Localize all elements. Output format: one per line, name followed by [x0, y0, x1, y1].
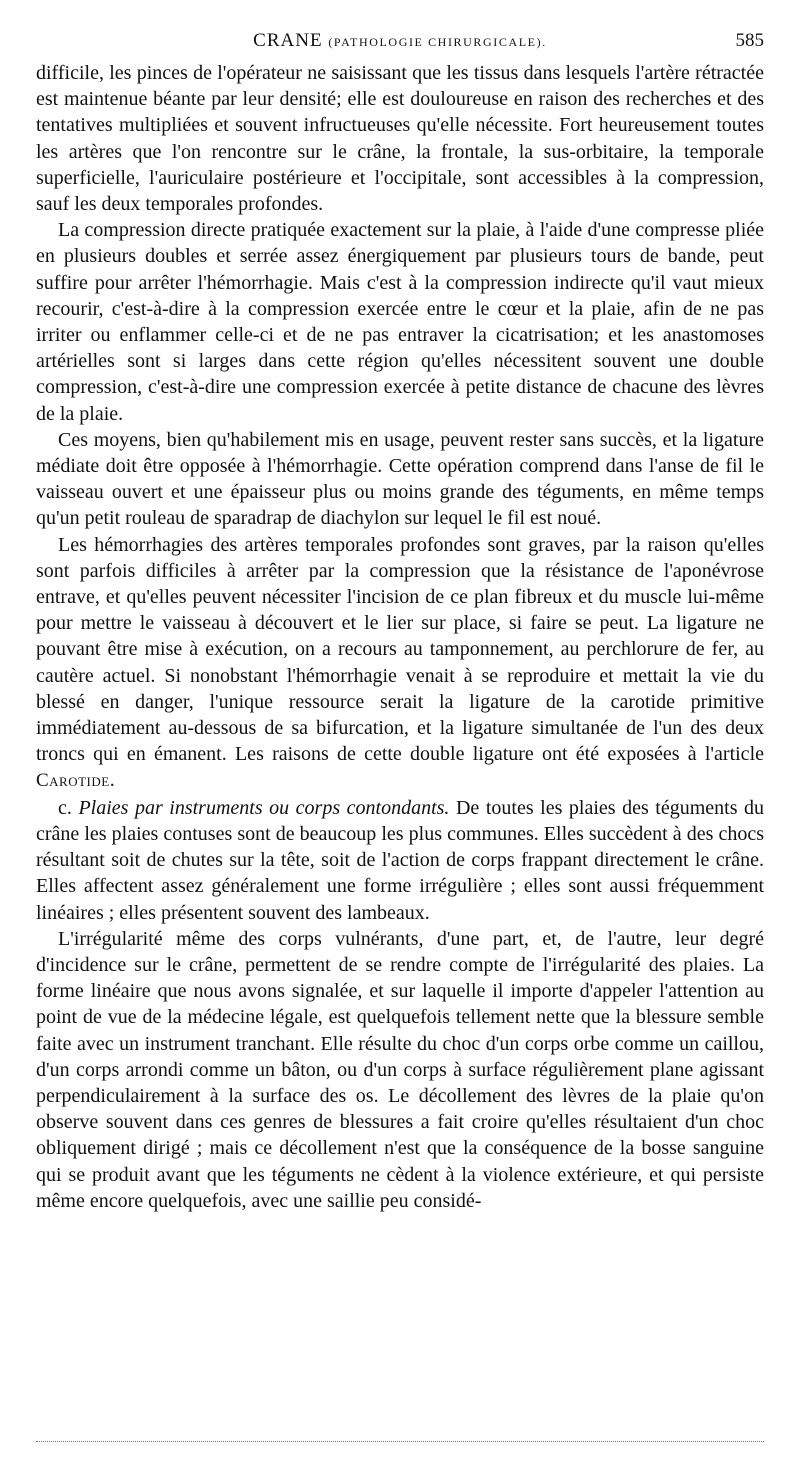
paragraph-5: [36, 795, 764, 926]
paragraph-4-text: Les hémorrhagies des artères temporales profondes sont graves, par la raison qu'elles sont parfois difficiles à arrêter par la compression que la résistance de l'aponévrose entrave, et qu'elles peuvent nécessiter l'incision de ce plan fibreux et du muscle lui-même pour mettre le vaisseau à découvert et le lier sur place, si faire se peut. La ligature ne pouvant être mise à exécution, on a recours au tamponnement, au perchlorure de fer, au cautère actuel. Si nonobstant l'hémorrhagie venait à se reproduire et mettait la vie du blessé en danger, l'unique ressource serait la ligature de la carotide primitive immédiatement au-dessous de sa bifurcation, et la ligature simultanée de l'un des deux troncs qui en émanent. Les raisons de cette double ligature ont été exposées à l'article: [36, 533, 764, 766]
footer-dotted-rule: [36, 1441, 764, 1442]
paragraph-2: La compression directe pratiquée exactement sur la plaie, à l'aide d'une compresse pliée en plusieurs doubles et serrée assez énergiquement par plusieurs tours de bande, peut suffire pour arrêter l'hémorrhagie. Mais c'est à la compression indirecte qu'il vaut mieux recourir, c'est-à-dire à la compression exercée entre le cœur et la plaie, afin de ne pas irriter ou enflammer celle-ci et de ne pas entraver la cicatrisation; et les anastomoses artérielles sont si larges dans cette région qu'elles nécessitent souvent une double compression, c'est-à-dire une compression exercée à petite distance de chacune des lèvres de la plaie.: [36, 219, 764, 425]
running-title-main: CRANE: [253, 30, 323, 51]
page-number: 585: [735, 30, 764, 51]
running-title: [36, 30, 764, 52]
running-title-sub: (PATHOLOGIE CHIRURGICALE).: [328, 35, 547, 49]
article-reference: Carotide: [36, 770, 110, 792]
section-heading: Plaies par instruments ou corps contondants.: [78, 796, 450, 819]
body-text: [36, 60, 764, 1214]
paragraph-1: difficile, les pinces de l'opérateur ne saisissant que les tissus dans lesquels l'artère rétractée est maintenue béante par leur densité; elle est douloureuse en raison des recherches et des tentatives multipliées et souvent infructueuses qu'elle nécessite. Fort heureusement toutes les artères que l'on rencontre sur le crâne, la frontale, la sus-orbitaire, la temporale superficielle, l'auriculaire postérieure et l'occipitale, sont accessibles à la compression, sauf les deux temporales profondes.: [36, 62, 764, 216]
running-head: [36, 30, 764, 58]
paragraph-6: L'irrégularité même des corps vulnérants, d'une part, et, de l'autre, leur degré d'incidence sur le crâne, permettent de se rendre compte de l'irrégularité des plaies. La forme linéaire que nous avons signalée, et sur laquelle il importe d'appeler l'attention au point de vue de la médecine légale, est quelquefois tellement nette que la blessure semble faite avec un instrument tranchant. Elle résulte du choc d'un corps orbe comme un caillou, d'un corps arrondi comme un bâton, ou d'un corps à surface régulièrement plane agissant perpendiculairement à la surface des os. Le décollement des lèvres de la plaie qu'on observe souvent dans ces genres de blessures a fait croire qu'elles résultaient d'un choc obliquement dirigé ; mais ce décollement n'est que la conséquence de la bosse sanguine qui se produit avant que les téguments ne cèdent à la violence extérieure, et qui persiste même encore quelquefois, avec une saillie peu considé-: [36, 927, 764, 1212]
paragraph-5-text: De toutes les plaies des téguments du crâne les plaies contuses sont de beaucoup les plus communes. Elles succèdent à des chocs résultant soit de chutes sur la tête, soit de l'action de corps frappant directement le crâne. Elles affectent assez généralement une forme irrégulière ; elles sont aussi fréquemment linéaires ; elles présentent souvent des lambeaux.: [36, 796, 765, 924]
paragraph-3: Ces moyens, bien qu'habilement mis en usage, peuvent rester sans succès, et la ligature médiate doit être opposée à l'hémorrhagie. Cette opération comprend dans l'anse de fil le vaisseau ouvert et une épaisseur plus ou moins grande des téguments, en même temps qu'un petit rouleau de sparadrap de diachylon sur lequel le fil est noué.: [36, 428, 764, 530]
paragraph-4: Les hémorrhagies des artères temporales profondes sont graves, par la raison qu'elles sont parfois difficiles à arrêter par la compression que la résistance de l'aponévrose entrave, et qu'elles peuvent nécessiter l'incision de ce plan fibreux et du muscle lui-même pour mettre le vaisseau à découvert et le lier sur place, si faire se peut. La ligature ne pouvant être mise à exécution, on a recours au tamponnement, au perchlorure de fer, au cautère actuel. Si nonobstant l'hémorrhagie venait à se reproduire et mettait la vie du blessé en danger, l'unique ressource serait la ligature de la carotide primitive immédiatement au-dessous de sa bifurcation, et la ligature simultanée de l'un des deux troncs qui en émanent. Les raisons de cette double ligature ont été exposées à l'article Carotide.: [36, 533, 764, 792]
section-label: c.: [58, 796, 72, 819]
